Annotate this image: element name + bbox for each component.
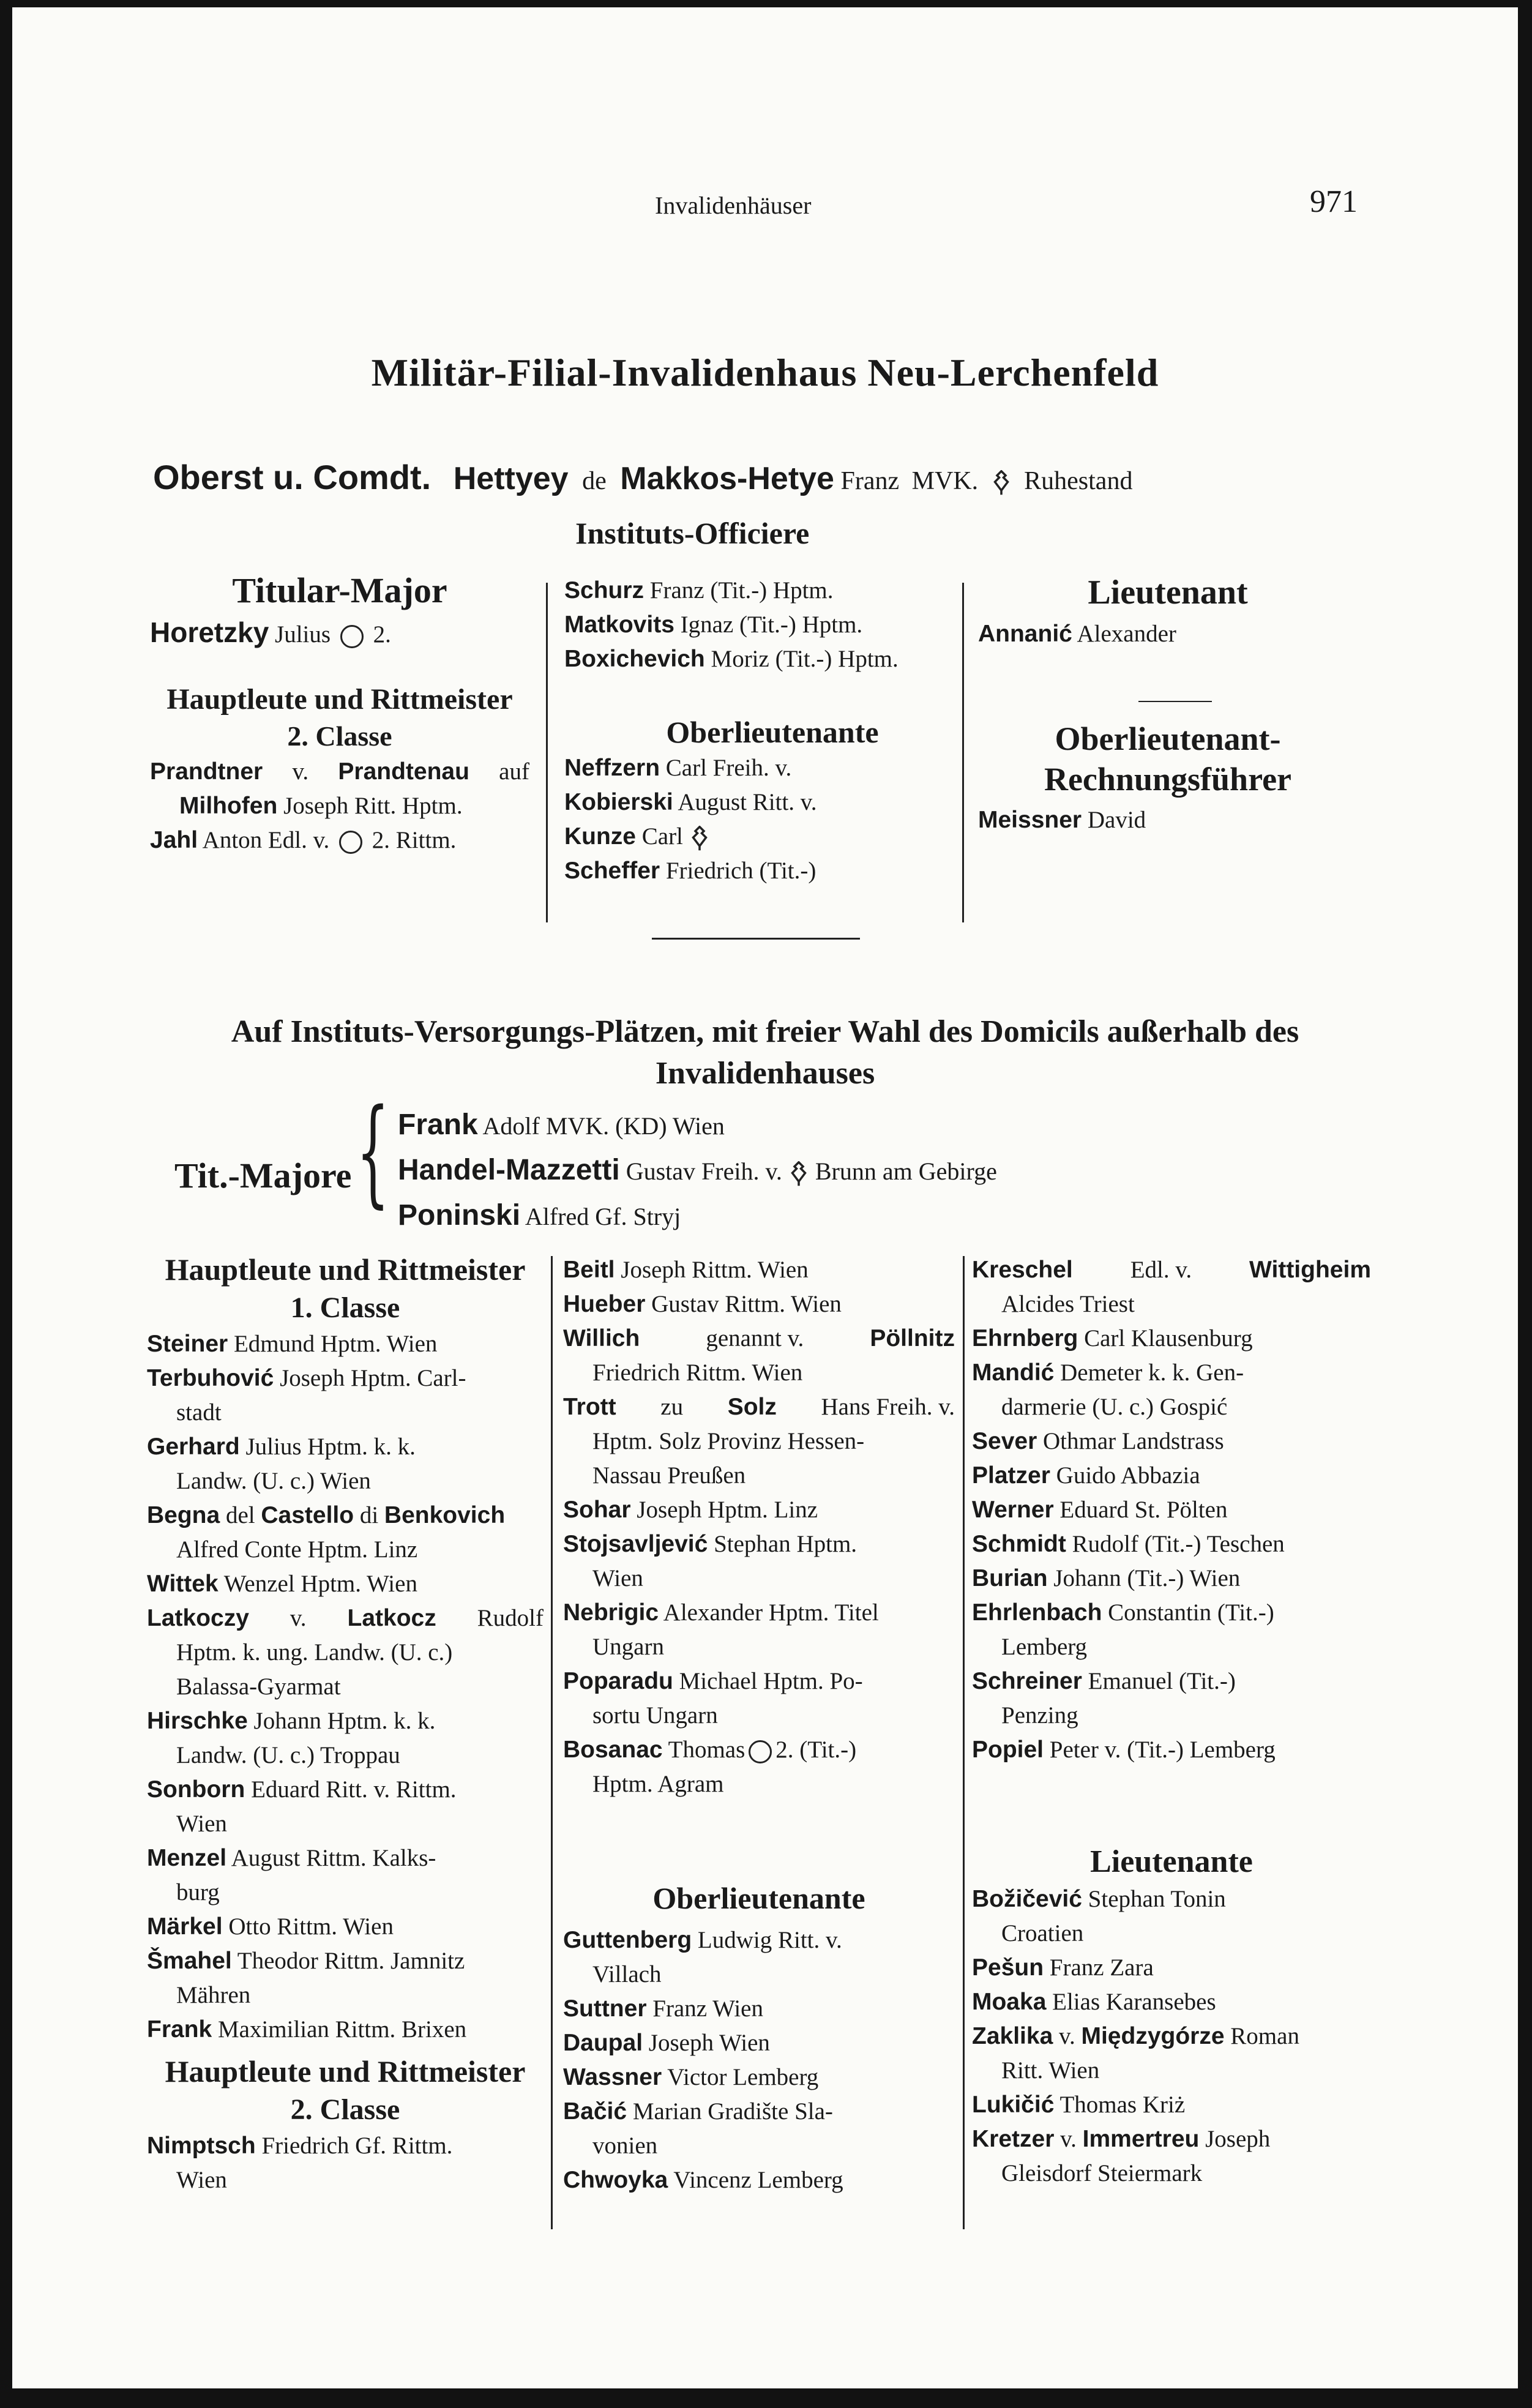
pension-heading (12, 1011, 1518, 1094)
captains-heading: Hauptleute und Rittmeister (165, 1252, 526, 1287)
pension-heading-line-1: Auf Instituts-Versorgungs-Plätzen, mit freier Wahl des Domicils außerhalb des (231, 1014, 1299, 1049)
entry-surname: Chwoyka (563, 2167, 668, 2193)
entry-detail: Maximilian Rittm. Brixen (217, 2016, 467, 2043)
lieutenante-heading: Lieutenante (1090, 1844, 1253, 1879)
entry-particle: del (225, 1502, 255, 1528)
page-number: 971 (1310, 184, 1358, 219)
commandant-surname: Hettyey (453, 461, 569, 496)
commandant-line (153, 457, 1132, 497)
entry-continuation: Wien (176, 2167, 227, 2193)
entry-surname: Beitl (563, 1257, 615, 1283)
entry-continuation: Wien (592, 1565, 643, 1591)
cross-decoration-icon (990, 470, 1013, 496)
pension-heading-line-2: Invalidenhauses (655, 1056, 875, 1091)
list-item (150, 755, 529, 789)
entry-surname: Begna (147, 1502, 220, 1528)
column-divider (551, 1256, 553, 2229)
rechnungsfuehrer-heading-2: Rechnungsführer (1044, 761, 1292, 798)
list-item (972, 1561, 1371, 1596)
entry-detail: Gustav Freih. v. (626, 1157, 782, 1185)
entry-detail: Anton Edl. v. (202, 827, 330, 853)
entry-continuation: Alcides Triest (1001, 1291, 1135, 1317)
list-item (564, 785, 981, 820)
entry-continuation: Ritt. Wien (1001, 2057, 1100, 2084)
entry-detail: Carl (641, 823, 683, 850)
entry-detail: Ignaz (Tit.-) Hptm. (680, 611, 863, 638)
list-item (563, 1992, 955, 2026)
entry-detail: Thomas (668, 1737, 745, 1763)
entry-place: Latkocz (347, 1605, 436, 1631)
list-item (563, 1596, 955, 1630)
list-item (563, 2163, 955, 2197)
entry-surname: Schreiner (972, 1668, 1082, 1694)
list-item (147, 1704, 544, 1738)
entry-place: Castello (261, 1502, 354, 1528)
entry-continuation: vonien (592, 2133, 658, 2159)
list-item (147, 1601, 544, 1636)
list-item (147, 1910, 544, 1944)
cross-decoration-icon (688, 826, 711, 851)
top-left-column (150, 567, 529, 858)
entry-detail: Emanuel (Tit.-) (1088, 1668, 1236, 1694)
list-item (972, 1527, 1371, 1561)
list-item (563, 1923, 955, 1957)
list-item (147, 1567, 544, 1601)
entry-detail: Alfred Gf. Stryj (525, 1203, 681, 1230)
entry-continuation: Balassa-Gyarmat (176, 1673, 341, 1700)
section-divider (652, 938, 860, 940)
oberlieutenante-heading: Oberlieutenante (666, 715, 879, 749)
entry-continuation: Hptm. k. ung. Landw. (U. c.) (176, 1639, 453, 1666)
entry-continuation: Gleisdorf Steiermark (1001, 2160, 1203, 2186)
entry-surname: Suttner (563, 1995, 647, 2022)
brace-icon: { (356, 1084, 390, 1219)
entry-place: Solz (727, 1394, 777, 1420)
entry-surname: Kreschel (972, 1257, 1073, 1283)
officers-heading: Instituts-Officiere (575, 516, 810, 550)
entry-place: Międzygórze (1081, 2023, 1225, 2049)
list-item (972, 1882, 1371, 1916)
commandant-decoration: MVK. (911, 467, 979, 495)
entry-continuation: darmerie (U. c.) Gospić (1001, 1394, 1228, 1420)
entry-continuation: sortu Ungarn (592, 1702, 718, 1729)
entry-detail: Julius Hptm. k. k. (245, 1434, 416, 1460)
entry-detail: Stephan Hptm. (714, 1531, 858, 1557)
entry-detail: Carl Klausenburg (1084, 1325, 1253, 1352)
entry-continuation: Villach (592, 1961, 662, 1987)
entry-given: Roman (1230, 2023, 1299, 2049)
titular-major-entry (150, 615, 529, 652)
entry-surname: Mandić (972, 1359, 1055, 1386)
entry-detail: Carl Freih. v. (665, 755, 792, 781)
list-item (972, 1596, 1371, 1630)
entry-surname: Sever (972, 1428, 1037, 1454)
captains-heading-2: Hauptleute und Rittmeister (165, 2054, 526, 2088)
list-item (564, 642, 981, 676)
entry-surname: Kretzer (972, 2126, 1055, 2152)
list-item (564, 854, 981, 888)
entry-surname: Poparadu (563, 1668, 673, 1694)
list-item (398, 1194, 997, 1239)
commandant-given: Franz (840, 467, 900, 495)
entry-detail: Hans Freih. v. (821, 1394, 955, 1420)
entry-surname: Bačić (563, 2098, 627, 2125)
entry-surname: Lukičić (972, 2092, 1055, 2118)
entry-detail: Johann Hptm. k. k. (253, 1708, 436, 1734)
list-item (564, 820, 981, 854)
entry-surname: Annanić (978, 621, 1072, 647)
entry-continuation: burg (176, 1879, 220, 1905)
entry-surname: Burian (972, 1565, 1048, 1591)
list-item (972, 1253, 1371, 1287)
column-divider (962, 583, 964, 922)
list-item (972, 1459, 1371, 1493)
entry-surname: Pešun (972, 1954, 1044, 1981)
entry-surname: Frank (147, 2016, 212, 2043)
entry-surname: Guttenberg (563, 1927, 692, 1953)
entry-particle: v. (1059, 2023, 1075, 2049)
entry-continuation: Hptm. Solz Provinz Hessen- (592, 1428, 865, 1454)
entry-surname: Hirschke (147, 1708, 248, 1734)
entry-detail: Michael Hptm. Po- (679, 1668, 863, 1694)
list-item (147, 1430, 544, 1464)
entry-surname: Gerhard (147, 1434, 240, 1460)
list-item (563, 2095, 955, 2129)
entry-surname: Kunze (564, 823, 636, 850)
entry-continuation: Alfred Conte Hptm. Linz (176, 1536, 418, 1563)
entry-surname: Werner (972, 1497, 1054, 1523)
list-item (972, 2122, 1371, 2156)
entry-surname: Sonborn (147, 1776, 245, 1803)
entry-detail: Demeter k. k. Gen- (1060, 1359, 1244, 1386)
entry-detail: Stephan Tonin (1088, 1886, 1226, 1912)
entry-surname: Milhofen (179, 793, 278, 819)
entry-continuation: Nassau Preußen (592, 1462, 746, 1489)
entry-particle: v. (290, 1605, 307, 1631)
list-item (972, 2088, 1371, 2122)
entry-surname: Steiner (147, 1331, 228, 1357)
entry-detail: Edl. v. (1130, 1257, 1192, 1283)
entry-detail: Ludwig Ritt. v. (697, 1927, 842, 1953)
entry-detail: Adolf MVK. (KD) Wien (482, 1112, 725, 1140)
list-item (147, 2013, 544, 2047)
entry-place: Pöllnitz (870, 1325, 955, 1352)
rechnungsfuehrer-heading-1: Oberlieutenant- (1055, 720, 1281, 757)
entry-detail: Brunn am Gebirge (815, 1157, 997, 1185)
list-item (972, 1322, 1371, 1356)
bottom-column-1 (147, 1250, 544, 2197)
commandant-place: Makkos-Hetye (620, 461, 834, 496)
entry-detail: Elias Karansebes (1052, 1989, 1216, 2015)
entry-surname: Prandtner (150, 758, 263, 785)
entry-detail: Edmund Hptm. Wien (233, 1331, 438, 1357)
entry-surname: Matkovits (564, 611, 674, 638)
entry-detail: Vincenz Lemberg (673, 2167, 843, 2193)
top-middle-column (564, 574, 981, 888)
entry-surname: Latkoczy (147, 1605, 249, 1631)
entry-surname: Stojsavljević (563, 1531, 708, 1557)
entry-surname: Trott (563, 1394, 616, 1420)
entry-surname: Scheffer (564, 858, 660, 884)
entry-surname: Zaklika (972, 2023, 1053, 2049)
list-item (563, 1287, 955, 1322)
commandant-status: Ruhestand (1024, 467, 1133, 495)
list-item (147, 1841, 544, 1875)
entry-detail: Franz Wien (652, 1995, 763, 2022)
list-item (972, 1664, 1371, 1699)
list-item (563, 2026, 955, 2060)
entry-detail: Peter v. (Tit.-) Lemberg (1049, 1737, 1276, 1763)
list-item (972, 1985, 1371, 2019)
list-item (972, 1951, 1371, 1985)
entry-surname: Terbuhović (147, 1365, 274, 1391)
list-item (147, 2129, 544, 2163)
entry-detail: Friedrich Gf. Rittm. (261, 2133, 453, 2159)
entry-continuation: Croatien (1001, 1920, 1084, 1946)
entry-detail: Alexander Hptm. Titel (663, 1599, 879, 1626)
entry-surname: Wassner (563, 2064, 662, 2090)
entry-surname: Ehrlenbach (972, 1599, 1102, 1626)
list-item (398, 1103, 997, 1148)
list-item (563, 1493, 955, 1527)
entry-surname: Poninski (398, 1199, 521, 1232)
entry-detail: Friedrich (Tit.-) (665, 858, 816, 884)
list-item (972, 1493, 1371, 1527)
column-divider (963, 1256, 965, 2229)
entry-surname: Hueber (563, 1291, 646, 1317)
list-item (147, 1327, 544, 1361)
entry-detail: August Ritt. v. (678, 789, 817, 815)
entry-continuation: stadt (176, 1399, 222, 1426)
list-item (972, 1733, 1371, 1767)
list-item (972, 1424, 1371, 1459)
entry-detail: Wenzel Hptm. Wien (223, 1571, 417, 1597)
entry-detail: 2. (Tit.-) (775, 1737, 857, 1763)
list-item (563, 1527, 955, 1561)
entry-surname: Frank (398, 1109, 478, 1141)
list-item (150, 823, 529, 858)
entry-given: Julius (275, 621, 331, 648)
entry-continuation: Hptm. Agram (592, 1771, 724, 1797)
bottom-column-3 (972, 1253, 1371, 2191)
entry-surname: Meissner (978, 807, 1082, 833)
entry-surname: Nebrigic (563, 1599, 659, 1626)
entry-continuation: Landw. (U. c.) Wien (176, 1468, 371, 1494)
lieutenant-heading: Lieutenant (1088, 574, 1248, 611)
entry-surname: Neffzern (564, 755, 660, 781)
entry-detail: Franz Zara (1049, 1954, 1154, 1981)
entry-continuation: Landw. (U. c.) Troppau (176, 1742, 400, 1768)
entry-detail: Eduard St. Pölten (1059, 1497, 1228, 1523)
entry-detail: August Rittm. Kalks- (231, 1845, 436, 1871)
entry-detail: Eduard Ritt. v. Rittm. (251, 1776, 457, 1803)
entry-detail: Thomas Kriż (1059, 2092, 1186, 2118)
divider (1138, 701, 1212, 702)
entry-detail: Marian Gradište Sla- (632, 2098, 833, 2125)
running-title: Invalidenhäuser (655, 192, 812, 219)
page-title: Militär-Filial-Invalidenhaus Neu-Lerchenfeld (371, 351, 1159, 394)
entry-surname: Šmahel (147, 1948, 232, 1974)
entry-place: Benkovich (384, 1502, 506, 1528)
entry-detail: Constantin (Tit.-) (1108, 1599, 1274, 1626)
entry-surname: Wittek (147, 1571, 219, 1597)
entry-detail: genannt v. (706, 1325, 804, 1352)
commandant-particle: de (582, 467, 607, 495)
list-item (978, 617, 1358, 651)
entry-detail: Joseph Wien (648, 2030, 770, 2056)
entry-surname: Božičević (972, 1886, 1082, 1912)
entry-particle: zu (660, 1394, 684, 1420)
commandant-rank: Oberst u. Comdt. (153, 458, 432, 496)
entry-detail: David (1087, 807, 1146, 833)
top-right-column (978, 570, 1358, 837)
entry-surname: Schmidt (972, 1531, 1066, 1557)
entry-detail: Joseph Hptm. Linz (637, 1497, 818, 1523)
list-item (147, 1498, 544, 1533)
entry-surname: Schurz (564, 577, 645, 604)
entry-particle: auf (499, 758, 529, 785)
list-item (978, 803, 1358, 837)
captains-heading: Hauptleute und Rittmeister (166, 683, 513, 716)
entry-detail: Victor Lemberg (667, 2064, 819, 2090)
list-item (563, 2060, 955, 2095)
entry-detail: Theodor Rittm. Jamnitz (237, 1948, 465, 1974)
entry-surname: Nimptsch (147, 2133, 256, 2159)
entry-given: Rudolf (477, 1605, 544, 1631)
entry-particle: v. (292, 758, 309, 785)
entry-surname: Horetzky (150, 616, 269, 648)
entry-order: 2. (373, 621, 391, 648)
entry-surname: Daupal (563, 2030, 643, 2056)
entry-place: Wittigheim (1249, 1257, 1371, 1283)
entry-surname: Bosanac (563, 1737, 663, 1763)
entry-surname: Platzer (972, 1462, 1050, 1489)
entry-surname: Jahl (150, 827, 198, 853)
column-divider (546, 583, 548, 922)
cross-decoration-icon (787, 1161, 810, 1187)
list-item (972, 2019, 1371, 2054)
list-item (147, 1361, 544, 1396)
entry-surname: Popiel (972, 1737, 1044, 1763)
list-item (563, 1733, 955, 1767)
captains-class-heading-2: 2. Classe (290, 2093, 400, 2126)
entry-detail: Othmar Landstrass (1043, 1428, 1224, 1454)
entry-particle: di (359, 1502, 379, 1528)
entry-surname: Kobierski (564, 789, 673, 815)
order-circle-icon (339, 831, 362, 854)
entry-continuation: Wien (176, 1811, 227, 1837)
entry-detail: Johann (Tit.-) Wien (1053, 1565, 1241, 1591)
entry-place: Immertreu (1082, 2126, 1200, 2152)
entry-continuation: Lemberg (1001, 1634, 1088, 1660)
list-item (972, 1356, 1371, 1390)
entry-surname: Boxichevich (564, 646, 705, 672)
order-circle-icon (749, 1740, 772, 1763)
tit-majore-list (398, 1103, 997, 1239)
list-item (398, 1148, 997, 1194)
list-item (564, 751, 981, 785)
list-item (563, 1664, 955, 1699)
entry-detail: Gustav Rittm. Wien (651, 1291, 842, 1317)
entry-continuation: Mähren (176, 1982, 251, 2008)
entry-given: Joseph (1205, 2126, 1271, 2152)
entry-particle: v. (1060, 2126, 1077, 2152)
entry-continuation: Penzing (1001, 1702, 1078, 1729)
entry-detail: Guido Abbazia (1056, 1462, 1200, 1489)
entry-surname: Menzel (147, 1845, 227, 1871)
oberlieutenante-heading: Oberlieutenante (652, 1881, 865, 1915)
list-item (147, 1944, 544, 1978)
entry-surname: Willich (563, 1325, 640, 1352)
list-item (563, 1253, 955, 1287)
entry-surname: Märkel (147, 1913, 223, 1940)
entry-continuation: Ungarn (592, 1634, 664, 1660)
captains-class-heading: 1. Classe (290, 1292, 400, 1324)
bottom-column-2 (563, 1253, 955, 2197)
entry-detail: Franz (Tit.-) Hptm. (649, 577, 834, 604)
entry-surname: Moaka (972, 1989, 1047, 2015)
page (12, 7, 1518, 2388)
list-item (563, 1390, 955, 1424)
entry-surname: Handel-Mazzetti (398, 1154, 620, 1186)
entry-surname: Ehrnberg (972, 1325, 1078, 1352)
entry-detail: Joseph Hptm. Carl- (280, 1365, 466, 1391)
entry-detail: Moriz (Tit.-) Hptm. (711, 646, 899, 672)
list-item (564, 608, 981, 642)
entry-detail: Alexander (1077, 621, 1176, 647)
list-item (564, 574, 981, 608)
entry-detail: Joseph Rittm. Wien (621, 1257, 809, 1283)
list-item (563, 1322, 955, 1356)
entry-detail: Rudolf (Tit.-) Teschen (1072, 1531, 1285, 1557)
captains-class-heading: 2. Classe (287, 720, 392, 752)
entry-surname: Sohar (563, 1497, 631, 1523)
titular-major-heading: Titular-Major (232, 570, 447, 610)
entry-detail: 2. Rittm. (372, 827, 457, 853)
entry-continuation: Friedrich Rittm. Wien (592, 1359, 803, 1386)
list-item (150, 789, 529, 823)
tit-majore-label: Tit.-Majore (174, 1156, 352, 1195)
entry-detail: Joseph Ritt. Hptm. (283, 793, 463, 819)
order-circle-icon (340, 625, 364, 648)
entry-place: Prandtenau (338, 758, 469, 785)
list-item (147, 1773, 544, 1807)
entry-detail: Otto Rittm. Wien (228, 1913, 394, 1940)
